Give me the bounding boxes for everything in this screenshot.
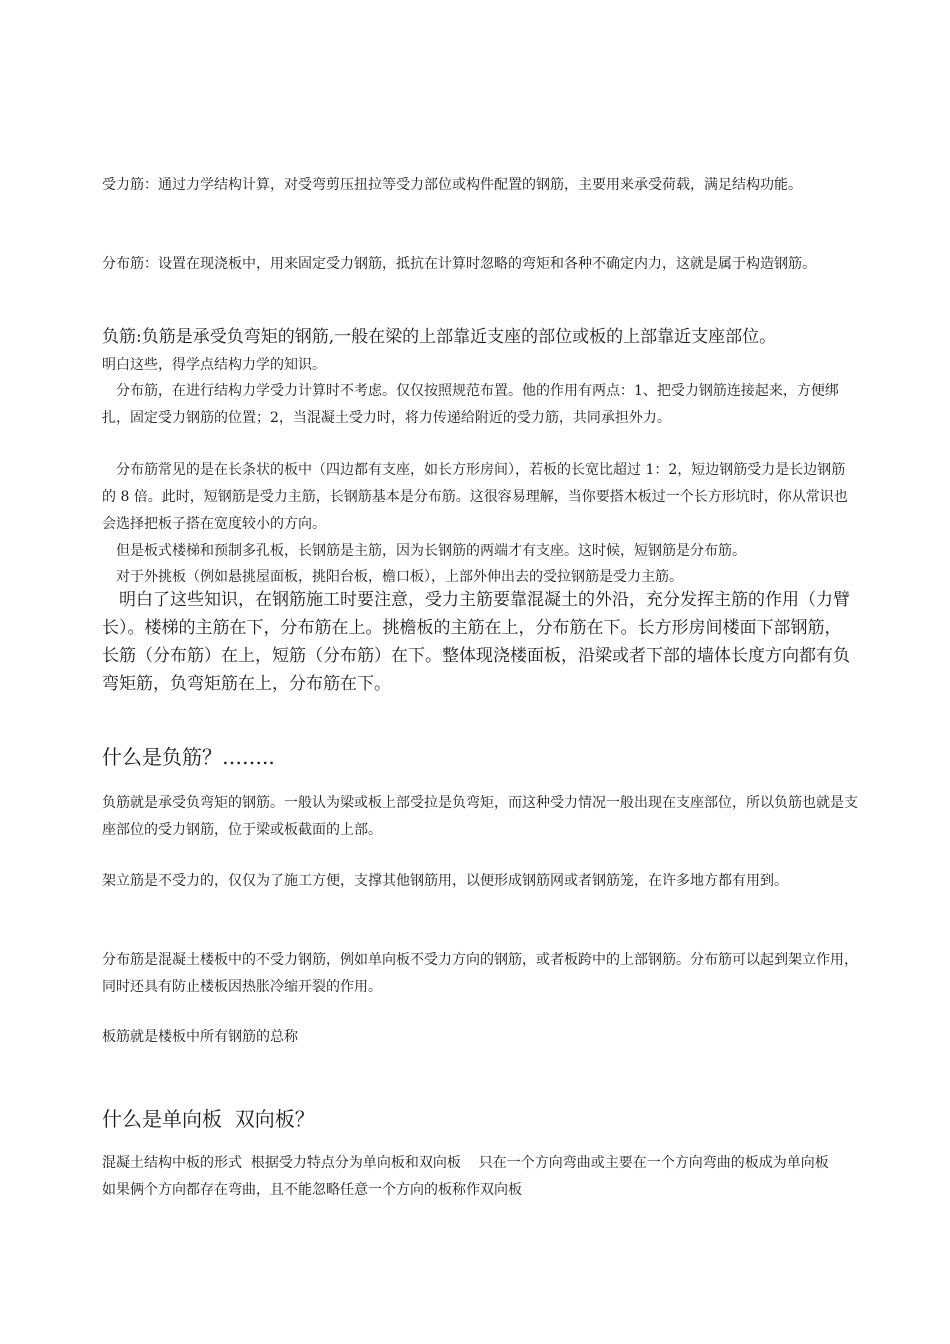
paragraph-construction-notes: 明白了这些知识，在钢筋施工时要注意，受力主筋要靠混凝土的外沿，充分发挥主筋的作用（力臂长）。楼梯的主筋在下，分布筋在上。挑檐板的主筋在上，分布筋在下。长方形房间楼面下部钢筋，长筋（分布筋）在上，短筋（分布筋）在下。整体现浇楼面板，沿梁或者下部的墙体长度方向都有负弯矩筋，负弯矩筋在上，分布筋在下。 <box>102 590 850 694</box>
paragraph-distribution-def: 分布筋是混凝土楼板中的不受力钢筋，例如单向板不受力方向的钢筋，或者板跨中的上部钢筋。分布筋可以起到架立作用，同时还具有防止楼板因热胀冷缩开裂的作用。 <box>102 952 858 995</box>
paragraph-cantilever: 对于外挑板（例如悬挑屋面板，挑阳台板，檐口板），上部外伸出去的受拉钢筋是受力主筋。 <box>116 569 683 585</box>
paragraph-negative-bar-def: 负筋就是承受负弯矩的钢筋。一般认为梁或板上部受拉是负弯矩，而这种受力情况一般出现在支座部位，所以负筋也就是支座部位的受力钢筋，位于梁或板截面的上部。 <box>102 795 858 838</box>
paragraph-negative-bar: 负筋:负筋是承受负弯矩的钢筋,一般在梁的上部靠近支座的部位或板的上部靠近支座部位。 <box>102 327 777 347</box>
paragraph-force-bar: 受力筋：通过力学结构计算，对受弯剪压扭拉等受力部位或构件配置的钢筋，主要用来承受荷载，满足结构功能。 <box>102 177 802 193</box>
paragraph-erection-bar: 架立筋是不受力的，仅仅为了施工方便，支撑其他钢筋用，以便形成钢筋网或者钢筋笼，在许多地方都有用到。 <box>102 873 788 889</box>
paragraph-slab-types: 混凝土结构中板的形式 根据受力特点分为单向板和双向板 只在一个方向弯曲或主要在一个方向弯曲的板成为单向板 如果俩个方向都存在弯曲，且不能忽略任意一个方向的板称作双向板 <box>102 1155 856 1198</box>
paragraph-slab-bars: 板筋就是楼板中所有钢筋的总称 <box>102 1029 298 1045</box>
paragraph-stair-slab: 但是板式楼梯和预制多孔板，长钢筋是主筋，因为长钢筋的两端才有支座。这时候，短钢筋是分布筋。 <box>116 543 746 559</box>
heading-one-two-way-slab: 什么是单向板 双向板？ <box>102 1107 315 1131</box>
paragraph-long-slab: 分布筋常见的是在长条状的板中（四边都有支座，如长方形房间），若板的长宽比超过 1：2，短边钢筋受力是长边钢筋的 8 倍。此时，短钢筋是受力主筋，长钢筋基本是分布筋。这很容易理解，当你要搭木板过一个长方形坑时，你从常识也会选择把板子搭在宽度较小的方向。 <box>102 462 848 532</box>
paragraph-distribution-bar: 分布筋：设置在现浇板中，用来固定受力钢筋，抵抗在计算时忽略的弯矩和各种不确定内力，这就是属于构造钢筋。 <box>102 256 816 272</box>
heading-what-is-negative-bar: 什么是负筋？…….. <box>102 745 275 769</box>
paragraph-distribution-function: 分布筋，在进行结构力学受力计算时不考虑。仅仅按照规范布置。他的作用有两点：1、把受力钢筋连接起来，方便绑扎，固定受力钢筋的位置；2，当混凝土受力时，将力传递给附近的受力筋，共同承担外力。 <box>102 383 839 426</box>
paragraph-understand: 明白这些，得学点结构力学的知识。 <box>102 357 326 373</box>
